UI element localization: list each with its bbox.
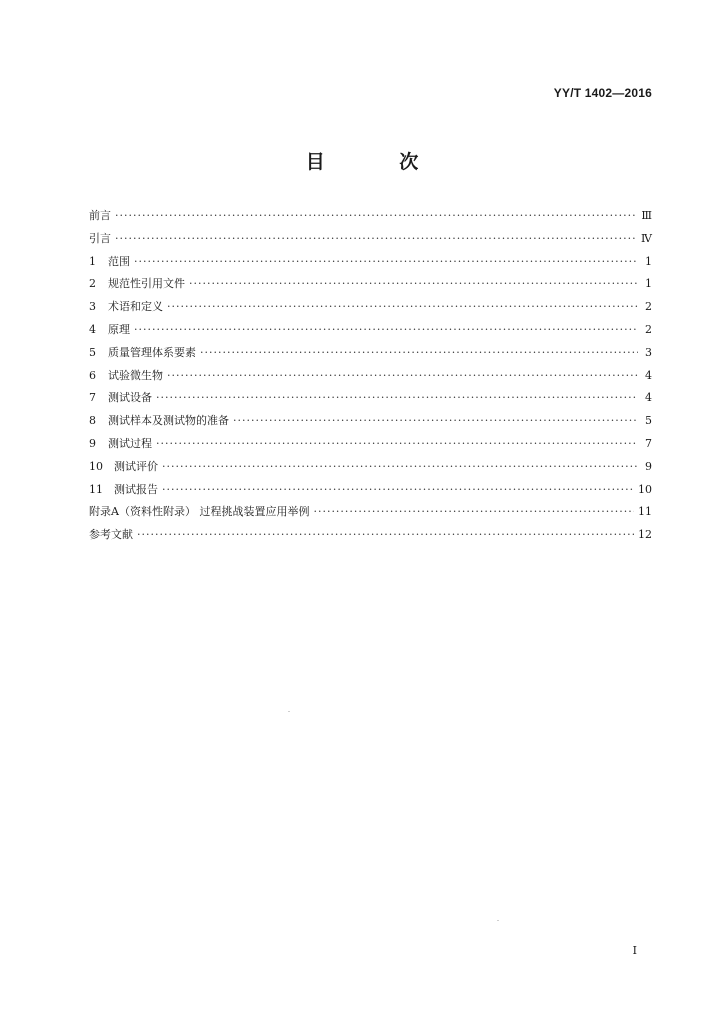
toc-entry-label [89, 389, 152, 405]
toc-entry[interactable] [89, 230, 652, 253]
table-of-contents [89, 207, 652, 549]
toc-entry-page: 2 [645, 300, 652, 314]
toc-entry[interactable] [89, 321, 652, 344]
toc-entry[interactable] [89, 298, 652, 321]
toc-entry-title: 范围 [108, 254, 130, 268]
toc-entry[interactable] [89, 389, 652, 412]
dot-leader [156, 437, 638, 450]
toc-entry-page: 7 [645, 436, 652, 450]
dot-leader [156, 391, 638, 404]
toc-entry[interactable] [89, 503, 652, 526]
toc-entry-label [89, 230, 111, 246]
page-number: I [632, 944, 637, 957]
toc-entry-label [89, 367, 163, 383]
dot-leader [189, 277, 638, 290]
toc-entry-number: 1 [89, 254, 96, 268]
toc-entry-title: 测试报告 [114, 482, 158, 496]
dot-leader [162, 460, 638, 473]
toc-entry-number: 5 [89, 345, 96, 359]
toc-entry[interactable] [89, 344, 652, 367]
toc-entry-page: 1 [645, 254, 652, 268]
toc-entry[interactable] [89, 412, 652, 435]
toc-entry[interactable] [89, 481, 652, 504]
toc-entry-label [89, 481, 158, 497]
dot-leader [233, 414, 638, 427]
dot-leader [162, 483, 634, 496]
toc-entry-number: 3 [89, 300, 96, 314]
dot-leader [313, 505, 634, 518]
toc-entry[interactable] [89, 275, 652, 298]
toc-entry-title: 测试过程 [108, 436, 152, 450]
toc-entry-number: 9 [89, 436, 96, 450]
page-title: 目 次 [305, 151, 453, 173]
scan-speck [497, 920, 499, 921]
toc-entry-page: 10 [638, 482, 652, 496]
standard-code: YY/T 1402—2016 [553, 86, 652, 100]
dot-leader [134, 255, 638, 268]
toc-entry-title: 参考文献 [89, 528, 133, 542]
toc-entry-page: 4 [645, 368, 652, 382]
toc-entry-page: 2 [645, 322, 652, 336]
toc-entry-title: 前言 [89, 209, 111, 222]
toc-entry-page: 12 [638, 528, 652, 542]
toc-entry-number: 11 [89, 482, 103, 496]
toc-entry-label [89, 298, 163, 314]
dot-leader [134, 323, 638, 336]
toc-entry-title: 术语和定义 [108, 300, 163, 314]
toc-entry-title: 附录A（资料性附录） 过程挑战装置应用举例 [89, 505, 310, 519]
scan-speck [288, 711, 290, 712]
toc-entry-number: 6 [89, 368, 96, 382]
dot-leader [137, 528, 634, 541]
toc-entry-page: 11 [638, 505, 652, 519]
toc-entry-number: 8 [89, 414, 96, 428]
toc-entry[interactable] [89, 458, 652, 481]
toc-entry-number: 10 [89, 459, 103, 473]
toc-entry-title: 质量管理体系要素 [108, 345, 196, 359]
toc-entry-label [89, 503, 309, 519]
toc-entry-number: 2 [89, 277, 96, 291]
toc-entry-number: 4 [89, 322, 96, 336]
toc-entry-page: Ⅳ [641, 231, 652, 245]
toc-entry-label [89, 412, 229, 428]
toc-entry-title: 规范性引用文件 [108, 277, 185, 291]
toc-entry-number: 7 [89, 391, 96, 405]
toc-entry[interactable] [89, 207, 652, 230]
dot-leader [115, 209, 637, 222]
toc-entry-page: 1 [645, 277, 652, 291]
dot-leader [200, 346, 638, 359]
toc-entry-page: 9 [645, 459, 652, 473]
toc-entry-label [89, 275, 185, 291]
dot-leader [115, 232, 637, 245]
toc-entry-title: 引言 [89, 231, 111, 245]
toc-entry[interactable] [89, 367, 652, 390]
toc-entry[interactable] [89, 435, 652, 458]
toc-entry-label [89, 344, 196, 360]
toc-entry-title: 原理 [108, 322, 130, 336]
toc-entry-page: 5 [645, 414, 652, 428]
dot-leader [167, 300, 638, 313]
toc-entry-label [89, 458, 158, 474]
toc-entry-label [89, 207, 111, 223]
toc-entry-title: 测试评价 [114, 459, 158, 473]
toc-entry-label [89, 526, 133, 542]
toc-entry-title: 测试设备 [108, 391, 152, 405]
toc-entry-label [89, 321, 130, 337]
toc-entry-page: 4 [645, 391, 652, 405]
toc-entry[interactable] [89, 253, 652, 276]
dot-leader [167, 369, 638, 382]
toc-entry-title: 试验微生物 [108, 368, 163, 382]
toc-entry-label [89, 253, 130, 269]
toc-entry-page: 3 [645, 345, 652, 359]
toc-entry-title: 测试样本及测试物的准备 [108, 414, 229, 428]
toc-entry-page: Ⅲ [641, 209, 652, 222]
toc-entry[interactable] [89, 526, 652, 549]
toc-entry-label [89, 435, 152, 451]
